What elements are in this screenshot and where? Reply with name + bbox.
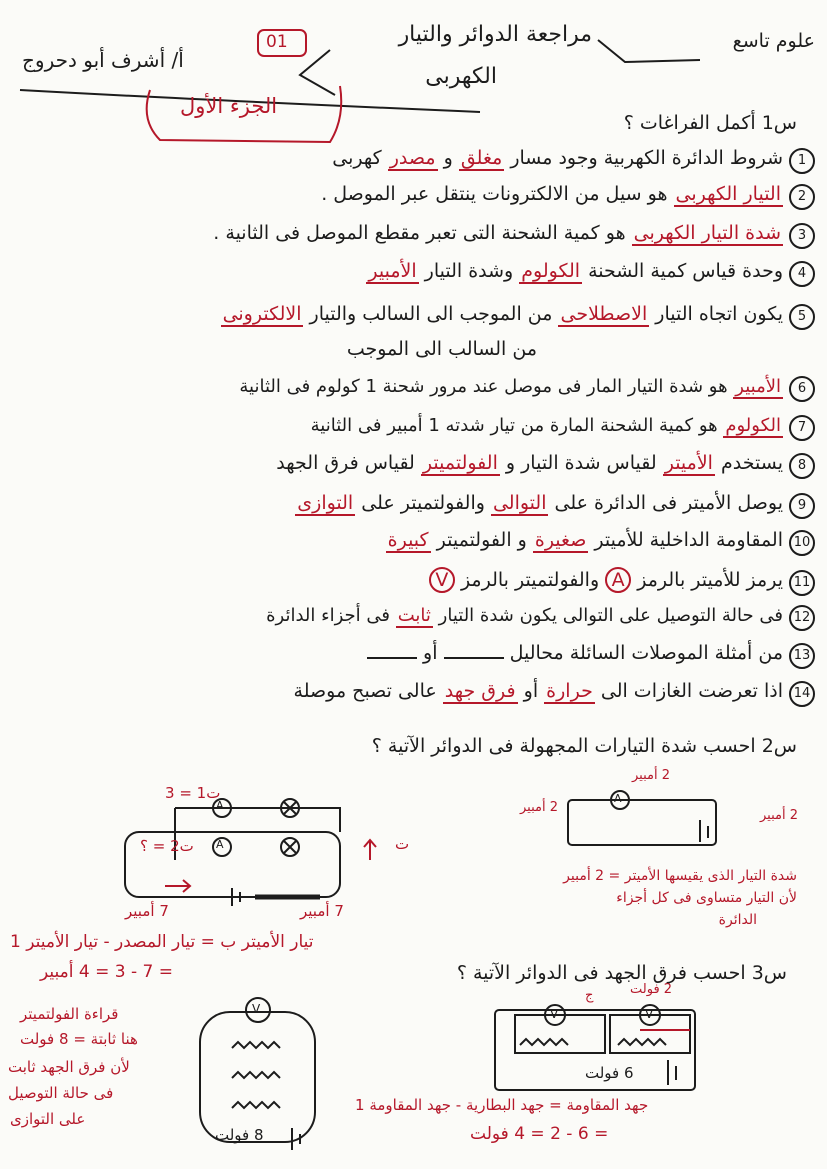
item-1: 1شروط الدائرة الكهربية وجود مسار مغلق و مصدر كهربى (332, 147, 815, 174)
left-s3-note-5: على التوازى (10, 1110, 86, 1128)
item-9: 9يوصل الأميتر فى الدائرة على التوالى والفولتميتر على التوازى (295, 492, 815, 519)
right-voltmeter-2: V (645, 1007, 654, 1021)
item-13: 13من أمثلة الموصلات السائلة محاليل أو (367, 642, 815, 669)
page-title: مراجعة الدوائر والتيار (398, 22, 592, 47)
right-battery-label: 6 فولت (585, 1064, 634, 1082)
item-14: 14اذا تعرضت الغازات الى حرارة أو فرق جهد عالى تصبح موصلة (294, 680, 815, 707)
item-5: 5يكون اتجاه التيار الاصطلاحى من الموجب الى السالب والتيار الالكترونى (221, 303, 815, 330)
left-i-label: ت (395, 835, 410, 853)
left-work-line2: = 7 - 3 = 4 أمبير (40, 962, 174, 982)
item-4: 4وحدة قياس كمية الشحنة الكولوم وشدة التيار الأمبير (366, 260, 815, 287)
left-i1-label: ت1 = 3 (165, 784, 221, 802)
right-label-1: 2 أمبير (632, 768, 671, 783)
section2-heading: س2 احسب شدة التيارات المجهولة فى الدوائر الآتية ؟ (371, 735, 797, 757)
left-s3-note-3: لأن فرق الجهد ثابت (8, 1058, 130, 1076)
ammeter-symbol: A (605, 567, 631, 593)
item-12: 12فى حالة التوصيل على التوالى يكون شدة التيار ثابت فى أجزاء الدائرة (266, 605, 815, 631)
left-i2-label: ت2 = ؟ (140, 837, 194, 855)
right-note-3: الدائرة (718, 912, 757, 928)
author-name: أ/ أشرف أبو دحروج (22, 48, 184, 72)
part-label: الجزء الأول (180, 94, 278, 118)
left-work-line1: تيار الأميتر ب = تيار المصدر - تيار الأميتر 1 (10, 932, 314, 952)
section1-heading: س1 أكمل الفراغات ؟ (623, 112, 797, 134)
right-s3-work: جهد المقاومة = جهد البطارية - جهد المقاومة 1 (355, 1096, 649, 1114)
item-5-line2: من السالب الى الموجب (346, 338, 537, 360)
left-ammeter-1: A (216, 799, 224, 812)
item-10: 10المقاومة الداخلية للأميتر صغيرة و الفولتميتر كبيرة (386, 529, 815, 556)
right-label-2: 2 أمبير (520, 800, 559, 815)
right-circuit-drawing (568, 791, 716, 845)
right-ammeter: A (614, 792, 622, 805)
left-s3-note-1: قراءة الفولتميتر (20, 1005, 119, 1023)
right-label-3: 2 أمبير (760, 808, 799, 823)
item-6: 6الأمبير هو شدة التيار المار فى موصل عند مرور شحنة 1 كولوم فى الثانية (239, 376, 815, 402)
right-top-label-2: 2 فولت (630, 982, 673, 997)
item-3: 3شدة التيار الكهربى هو كمية الشحنة التى تعبر مقطع الموصل فى الثانية . (213, 222, 815, 249)
teacher-label: علوم تاسع (732, 30, 815, 52)
right-top-label-1: ج (585, 988, 594, 1003)
voltmeter-symbol: V (429, 567, 455, 593)
left-bottom-label-2: 7 أمبير (300, 902, 344, 920)
item-11: 11يرمز للأميتر بالرمز A والفولتميتر بالرمز V (429, 567, 815, 596)
left-ammeter-2: A (216, 838, 224, 851)
item-7: 7الكولوم هو كمية الشحنة المارة من تيار شدته 1 أمبير فى الثانية (311, 415, 815, 441)
left-battery-label: 8 فولت (215, 1126, 264, 1144)
section3-heading: س3 احسب فرق الجهد فى الدوائر الآتية ؟ (456, 962, 787, 984)
right-note-2: لأن التيار متساوى فى كل أجزاء (616, 890, 797, 906)
left-bottom-label-1: 7 أمبير (125, 902, 169, 920)
right-voltmeter-1: V (550, 1007, 559, 1021)
left-s3-note-4: فى حالة التوصيل (8, 1084, 114, 1102)
right-note-1: شدة التيار الذى يقيسها الأميتر = 2 أمبير (563, 868, 797, 884)
item-2: 2التيار الكهربى هو سيل من الالكترونات ينتقل عبر الموصل . (321, 183, 815, 210)
item-8: 8يستخدم الأميتر لقياس شدة التيار و الفولتميتر لقياس فرق الجهد (276, 452, 815, 479)
right-s3-work-2: = 6 - 2 = 4 فولت (470, 1124, 609, 1144)
sheet-number: 01 (266, 32, 288, 52)
left-s3-note-2: هنا ثابتة = 8 فولت (20, 1030, 138, 1048)
page-title-line2: الكهربى (425, 64, 497, 89)
left-voltmeter: V (252, 1002, 261, 1016)
